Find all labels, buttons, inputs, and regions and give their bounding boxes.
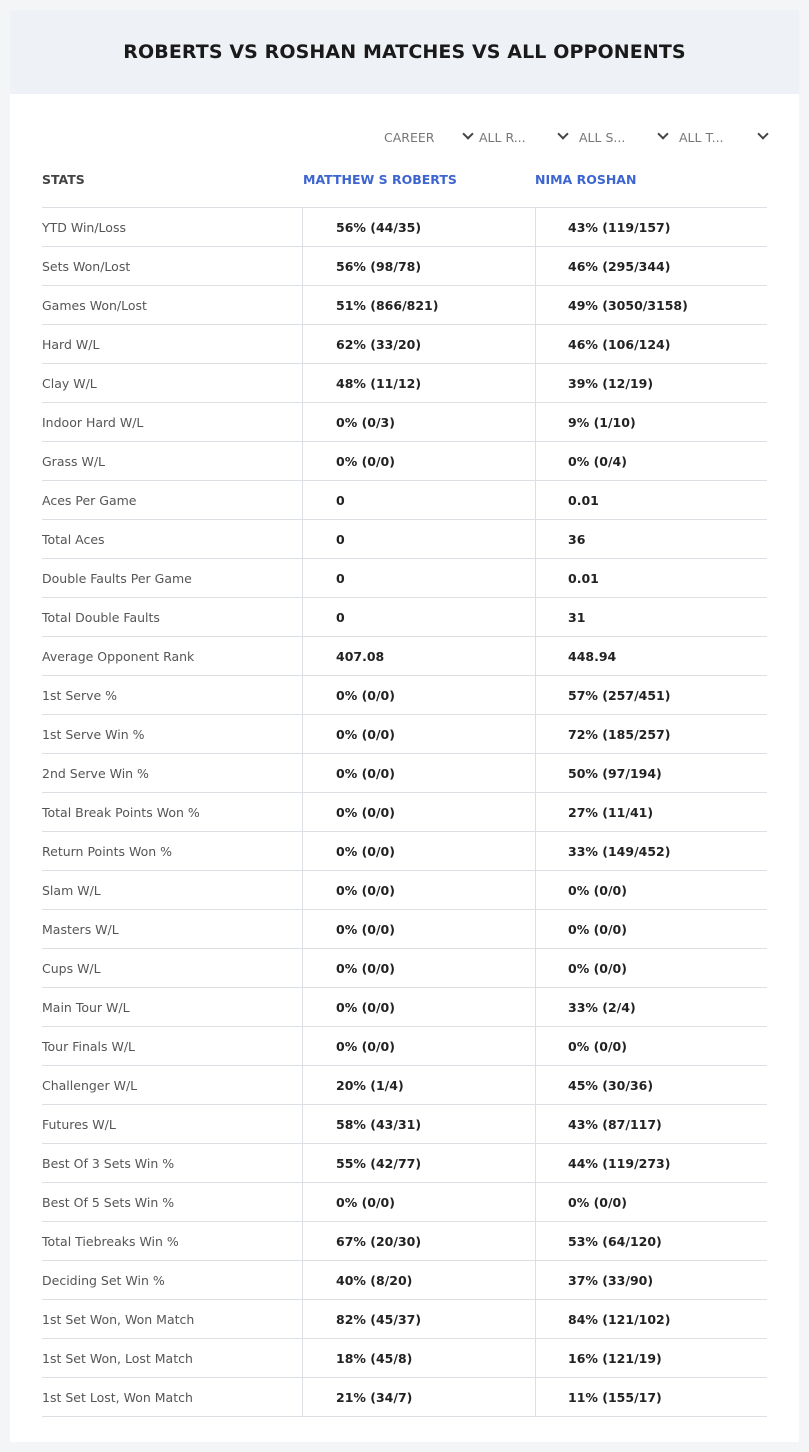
surface-select-value: ALL S... — [579, 129, 626, 145]
stat-label: Main Tour W/L — [42, 1000, 130, 1015]
table-row — [42, 559, 767, 598]
player1-value: 0% (0/0) — [302, 988, 535, 1027]
stat-label: Sets Won/Lost — [42, 259, 131, 274]
page-title: ROBERTS VS ROSHAN MATCHES VS ALL OPPONENTS — [123, 41, 686, 63]
chevron-down-icon — [657, 128, 668, 139]
table-body — [42, 208, 767, 1417]
table-row — [42, 988, 767, 1027]
player2-value: 0% (0/0) — [535, 1183, 767, 1222]
chevron-down-icon — [557, 128, 568, 139]
stat-label: Slam W/L — [42, 883, 101, 898]
table-row — [42, 1027, 767, 1066]
stat-label: 2nd Serve Win % — [42, 766, 149, 781]
period-select-value: CAREER — [384, 129, 435, 145]
stats-card — [10, 10, 799, 1442]
player1-value: 48% (11/12) — [302, 364, 535, 403]
stat-label: 1st Set Won, Lost Match — [42, 1351, 193, 1366]
player1-value: 0 — [302, 481, 535, 520]
stat-label: Total Aces — [42, 532, 105, 547]
player2-value: 46% (295/344) — [535, 247, 767, 286]
player1-value: 56% (44/35) — [302, 208, 535, 247]
stat-label: Challenger W/L — [42, 1078, 138, 1093]
stat-label: Average Opponent Rank — [42, 649, 195, 664]
player2-value: 72% (185/257) — [535, 715, 767, 754]
player1-value: 18% (45/8) — [302, 1339, 535, 1378]
table-row — [42, 910, 767, 949]
table-row — [42, 1378, 767, 1417]
table-row — [42, 1339, 767, 1378]
table-row — [42, 1105, 767, 1144]
player2-value: 16% (121/19) — [535, 1339, 767, 1378]
table-row — [42, 208, 767, 247]
player1-value: 58% (43/31) — [302, 1105, 535, 1144]
stat-label: YTD Win/Loss — [42, 220, 126, 235]
player1-value: 0% (0/3) — [302, 403, 535, 442]
player1-value: 0% (0/0) — [302, 676, 535, 715]
player1-value: 0% (0/0) — [302, 754, 535, 793]
table-row — [42, 598, 767, 637]
player1-value: 0% (0/0) — [302, 793, 535, 832]
stat-label: Games Won/Lost — [42, 298, 147, 313]
table-row — [42, 1066, 767, 1105]
player2-value: 0.01 — [535, 481, 767, 520]
player2-value: 57% (257/451) — [535, 676, 767, 715]
player2-value: 9% (1/10) — [535, 403, 767, 442]
tournament-select-value: ALL T... — [679, 129, 724, 145]
table-row — [42, 1144, 767, 1183]
player2-value: 0.01 — [535, 559, 767, 598]
column-header-player1[interactable]: MATTHEW S ROBERTS — [303, 172, 457, 187]
table-row — [42, 364, 767, 403]
player1-value: 0% (0/0) — [302, 1027, 535, 1066]
player1-value: 0% (0/0) — [302, 910, 535, 949]
stat-label: Masters W/L — [42, 922, 119, 937]
table-row — [42, 1183, 767, 1222]
stat-label: Return Points Won % — [42, 844, 173, 859]
stat-label: 1st Set Lost, Won Match — [42, 1390, 193, 1405]
player2-value: 0% (0/0) — [535, 910, 767, 949]
stat-label: Best Of 5 Sets Win % — [42, 1195, 175, 1210]
table-row — [42, 949, 767, 988]
player2-value: 50% (97/194) — [535, 754, 767, 793]
player1-value: 51% (866/821) — [302, 286, 535, 325]
round-select-value: ALL R... — [479, 129, 526, 145]
table-row — [42, 871, 767, 910]
player2-value: 43% (119/157) — [535, 208, 767, 247]
table-row — [42, 286, 767, 325]
player2-value: 46% (106/124) — [535, 325, 767, 364]
stat-label: Deciding Set Win % — [42, 1273, 165, 1288]
player1-value: 21% (34/7) — [302, 1378, 535, 1417]
stat-label: Clay W/L — [42, 376, 97, 391]
filter-bar — [10, 125, 799, 149]
player2-value: 448.94 — [535, 637, 767, 676]
player2-value: 0% (0/0) — [535, 1027, 767, 1066]
player2-value: 0% (0/4) — [535, 442, 767, 481]
player1-value: 0 — [302, 598, 535, 637]
stat-label: Futures W/L — [42, 1117, 116, 1132]
stat-label: Indoor Hard W/L — [42, 415, 144, 430]
player2-value: 49% (3050/3158) — [535, 286, 767, 325]
tournament-select[interactable] — [679, 125, 771, 149]
stats-table — [42, 162, 767, 1417]
chevron-down-icon — [462, 128, 473, 139]
player2-value: 44% (119/273) — [535, 1144, 767, 1183]
stat-label: Hard W/L — [42, 337, 100, 352]
stat-label: Total Double Faults — [42, 610, 160, 625]
stat-label: 1st Serve % — [42, 688, 118, 703]
player1-value: 56% (98/78) — [302, 247, 535, 286]
table-row — [42, 247, 767, 286]
player1-value: 0 — [302, 559, 535, 598]
player1-value: 67% (20/30) — [302, 1222, 535, 1261]
player2-value: 39% (12/19) — [535, 364, 767, 403]
player2-value: 43% (87/117) — [535, 1105, 767, 1144]
stat-label: Cups W/L — [42, 961, 101, 976]
table-row — [42, 637, 767, 676]
period-select[interactable] — [384, 125, 476, 149]
stat-label: Grass W/L — [42, 454, 106, 469]
player2-value: 11% (155/17) — [535, 1378, 767, 1417]
player1-value: 55% (42/77) — [302, 1144, 535, 1183]
player2-value: 27% (11/41) — [535, 793, 767, 832]
stat-label: Aces Per Game — [42, 493, 137, 508]
player2-value: 36 — [535, 520, 767, 559]
table-row — [42, 403, 767, 442]
player1-value: 0% (0/0) — [302, 442, 535, 481]
column-header-stats: STATS — [42, 172, 85, 187]
player2-value: 45% (30/36) — [535, 1066, 767, 1105]
table-row — [42, 793, 767, 832]
player1-value: 0% (0/0) — [302, 949, 535, 988]
player1-value: 0% (0/0) — [302, 715, 535, 754]
table-row — [42, 676, 767, 715]
player2-value: 33% (2/4) — [535, 988, 767, 1027]
player2-value: 53% (64/120) — [535, 1222, 767, 1261]
table-row — [42, 1222, 767, 1261]
table-row — [42, 1261, 767, 1300]
stat-label: Total Break Points Won % — [42, 805, 200, 820]
stat-label: 1st Set Won, Won Match — [42, 1312, 195, 1327]
column-header-player2[interactable]: NIMA ROSHAN — [535, 172, 637, 187]
player1-value: 0% (0/0) — [302, 871, 535, 910]
player2-value: 33% (149/452) — [535, 832, 767, 871]
player1-value: 0% (0/0) — [302, 1183, 535, 1222]
stat-label: Best Of 3 Sets Win % — [42, 1156, 175, 1171]
stat-label: Double Faults Per Game — [42, 571, 192, 586]
player2-value: 0% (0/0) — [535, 949, 767, 988]
player2-value: 31 — [535, 598, 767, 637]
player1-value: 0% (0/0) — [302, 832, 535, 871]
table-header — [42, 162, 767, 208]
table-row — [42, 832, 767, 871]
player1-value: 62% (33/20) — [302, 325, 535, 364]
table-row — [42, 325, 767, 364]
page-header — [10, 10, 799, 94]
table-row — [42, 481, 767, 520]
player1-value: 0 — [302, 520, 535, 559]
player1-value: 20% (1/4) — [302, 1066, 535, 1105]
player1-value: 82% (45/37) — [302, 1300, 535, 1339]
stat-label: Tour Finals W/L — [42, 1039, 136, 1054]
table-row — [42, 754, 767, 793]
player2-value: 0% (0/0) — [535, 871, 767, 910]
stat-label: 1st Serve Win % — [42, 727, 145, 742]
player1-value: 407.08 — [302, 637, 535, 676]
stat-label: Total Tiebreaks Win % — [42, 1234, 179, 1249]
round-select[interactable] — [479, 125, 571, 149]
table-row — [42, 1300, 767, 1339]
table-row — [42, 520, 767, 559]
player2-value: 84% (121/102) — [535, 1300, 767, 1339]
player2-value: 37% (33/90) — [535, 1261, 767, 1300]
table-row — [42, 442, 767, 481]
table-row — [42, 715, 767, 754]
player1-value: 40% (8/20) — [302, 1261, 535, 1300]
surface-select[interactable] — [579, 125, 671, 149]
chevron-down-icon — [757, 128, 768, 139]
